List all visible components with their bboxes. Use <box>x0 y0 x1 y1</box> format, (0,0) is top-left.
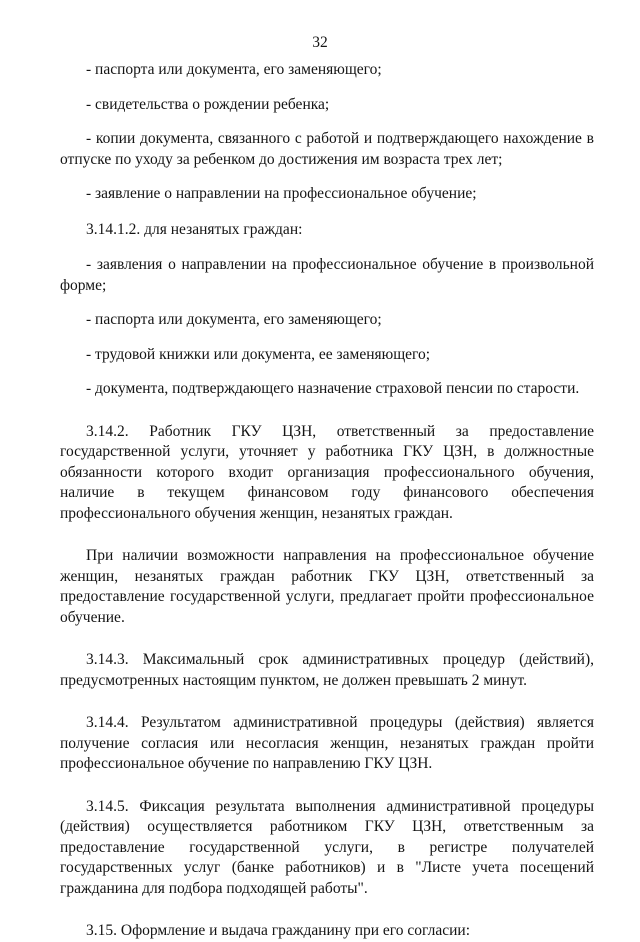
paragraph: - паспорта или документа, его заменяющего; <box>86 311 382 328</box>
paragraph: - трудовой книжки или документа, ее заменяющего; <box>86 345 431 363</box>
paragraph: 3.15. Оформление и выдача гражданину при его согласии: <box>86 922 470 939</box>
paragraph: - копии документа, связанного с работой и подтверждающего нахождение в отпуске по уходу за ребенком до достижения им возраста трех лет; <box>60 130 594 168</box>
paragraph: 3.14.4. Результатом административной процедуры (действия) является получение согласия или несогласия женщин, незанятых граждан пройти профессиональное обучение по направлению ГКУ ЦЗН. <box>60 714 594 772</box>
paragraph: - заявление о направлении на профессиональное обучение; <box>86 185 477 202</box>
paragraph: При наличии возможности направления на профессиональное обучение женщин, незанятых граждан работник ГКУ ЦЗН, ответственный за предоставление государственной услуги, предлагает пройти профессиональное обучение. <box>60 547 594 626</box>
paragraph: - заявления о направлении на профессиональное обучение в произвольной форме; <box>60 256 594 294</box>
paragraph: - паспорта или документа, его заменяющего; <box>86 61 382 78</box>
paragraph: - свидетельства о рождении ребенка; <box>86 95 330 113</box>
page-number: 32 <box>312 34 328 51</box>
paragraph: 3.14.5. Фиксация результата выполнения административной процедуры (действия) осуществляется работником ГКУ ЦЗН, ответственным за предоставление государственной услуги, в регистре получателей государственных услуг (банке работников) и в "Листе учета посещений гражданина для подбора подходящей работы". <box>60 797 594 897</box>
paragraph: 3.14.2. Работник ГКУ ЦЗН, ответственный за предоставление государственной услуги, уточняет у работника ГКУ ЦЗН, в должностные обязанности которого входит организация профессионального обучения, наличие в текущем финансовом году финансового обеспечения профессионального обучения женщин, незанятых граждан. <box>60 422 594 522</box>
paragraph: 3.14.1.2. для незанятых граждан: <box>86 220 303 238</box>
paragraph: - документа, подтверждающего назначение страховой пенсии по старости. <box>86 380 580 397</box>
paragraph: 3.14.3. Максимальный срок административных процедур (действий), предусмотренных настоящим пунктом, не должен превышать 2 минут. <box>60 651 594 689</box>
document-body <box>60 60 594 942</box>
